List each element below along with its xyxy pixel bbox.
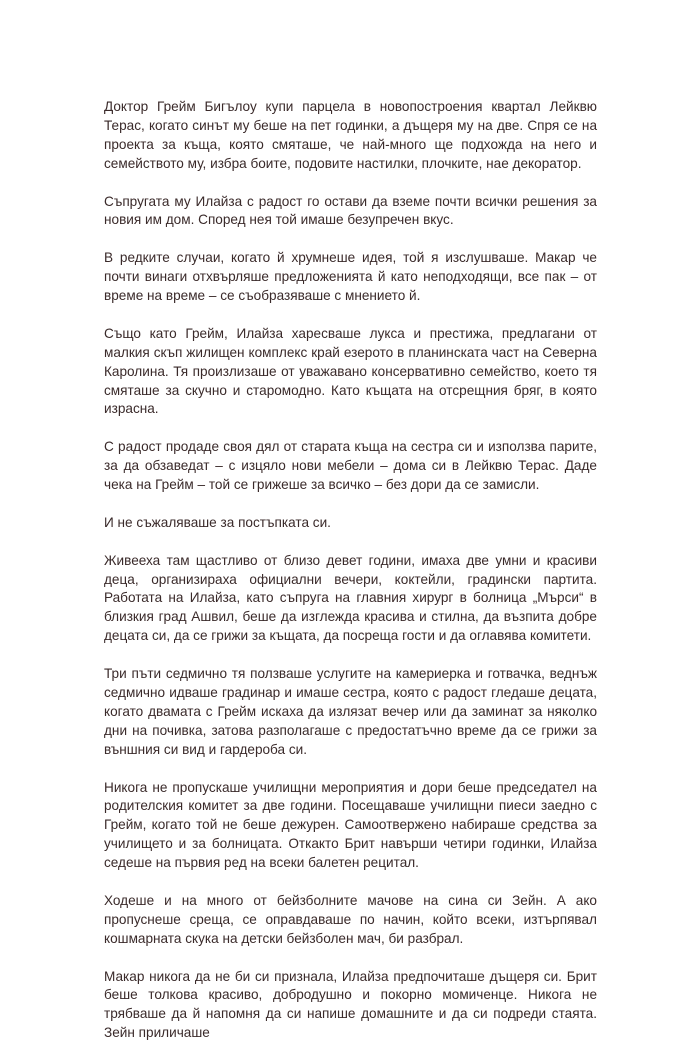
paragraph-4: Също като Грейм, Илайза харесваше лукса и престижа, предлагани от малкия скъп жилищен комплекс край езерото в планинската част на Северна Каролина. Тя произлизаше от уважавано консервативно семейство, което тя смяташе за скучно и старомодно. Като къщата на отсрещния бряг, в която израсна. xyxy=(104,325,597,417)
paragraph-10: Ходеше и на много от бейзболните мачове на сина си Зейн. А ако пропуснеше среща, се оправдаваше по начин, който всеки, изтърпявал кошмарната скука на детски бейзболен мач, би разбрал. xyxy=(104,892,597,946)
paragraph-1: Доктор Грейм Бигълоу купи парцела в новопостроения квартал Лейквю Терас, когато синът му беше на пет годинки, а дъщеря му на две. Спря се на проекта за къща, която смяташе, че най-много ще подхожда на него и семейството му, избра боите, подовите настилки, плочките, нае декоратор. xyxy=(104,99,597,171)
paragraph-11: Макар никога да не би си признала, Илайза предпочиташе дъщеря си. Брит беше толкова красиво, добродушно и покорно момиченце. Никога не трябваше да й напомня да си напише домашните и да си подреди стаята. Зейн приличаше xyxy=(104,968,597,1041)
document-body xyxy=(104,98,597,1062)
paragraph-8: Три пъти седмично тя ползваше услугите на камериерка и готвачка, веднъж седмично идваше градинар и имаше сестра, която с радост гледаше децата, когато двамата с Грейм искаха да излязат вечер или да заминат за няколко дни на почивка, затова разполагаше с предостатъчно време да се грижи за външния си вид и гардероба си. xyxy=(104,666,597,757)
paragraph-3: В редките случаи, когато й хрумнеше идея, той я изслушваше. Макар че почти винаги отхвърляше предложенията й като неподходящи, все пак – от време на време – се съобразяваше с мнението й. xyxy=(104,250,597,304)
paragraph-9: Никога не пропускаше училищни мероприятия и дори беше председател на родителския комитет за две години. Посещаваше училищни пиеси заедно с Грейм, когато той не беше дежурен. Самоотвержено набираше средства за училището и за болницата. Откакто Брит навърши четири годинки, Илайза седеше на първия ред на всеки балетен рецитал. xyxy=(104,779,597,871)
paragraph-6: И не съжаляваше за постъпката си. xyxy=(104,514,331,530)
paragraph-5: С радост продаде своя дял от старата къща на сестра си и използва парите, за да обзаведат – с изцяло нови мебели – дома си в Лейквю Терас. Даде чека на Грейм – той се грижеше за всичко – без дори да се замисли. xyxy=(104,439,597,493)
paragraph-2: Съпругата му Илайза с радост го остави да вземе почти всички решения за новия им дом. Според нея той имаше безупречен вкус. xyxy=(104,193,597,228)
paragraph-7: Живееха там щастливо от близо девет години, имаха две умни и красиви деца, организираха официални вечери, коктейли, градински партита. Работата на Илайза, като съпруга на главния хирург в болница „Мърси“ в близкия град Ашвил, беше да изглежда красива и стилна, да възпита добре децата си, да се грижи за къщата, да посреща гости и да оглавява комитети. xyxy=(104,552,597,644)
